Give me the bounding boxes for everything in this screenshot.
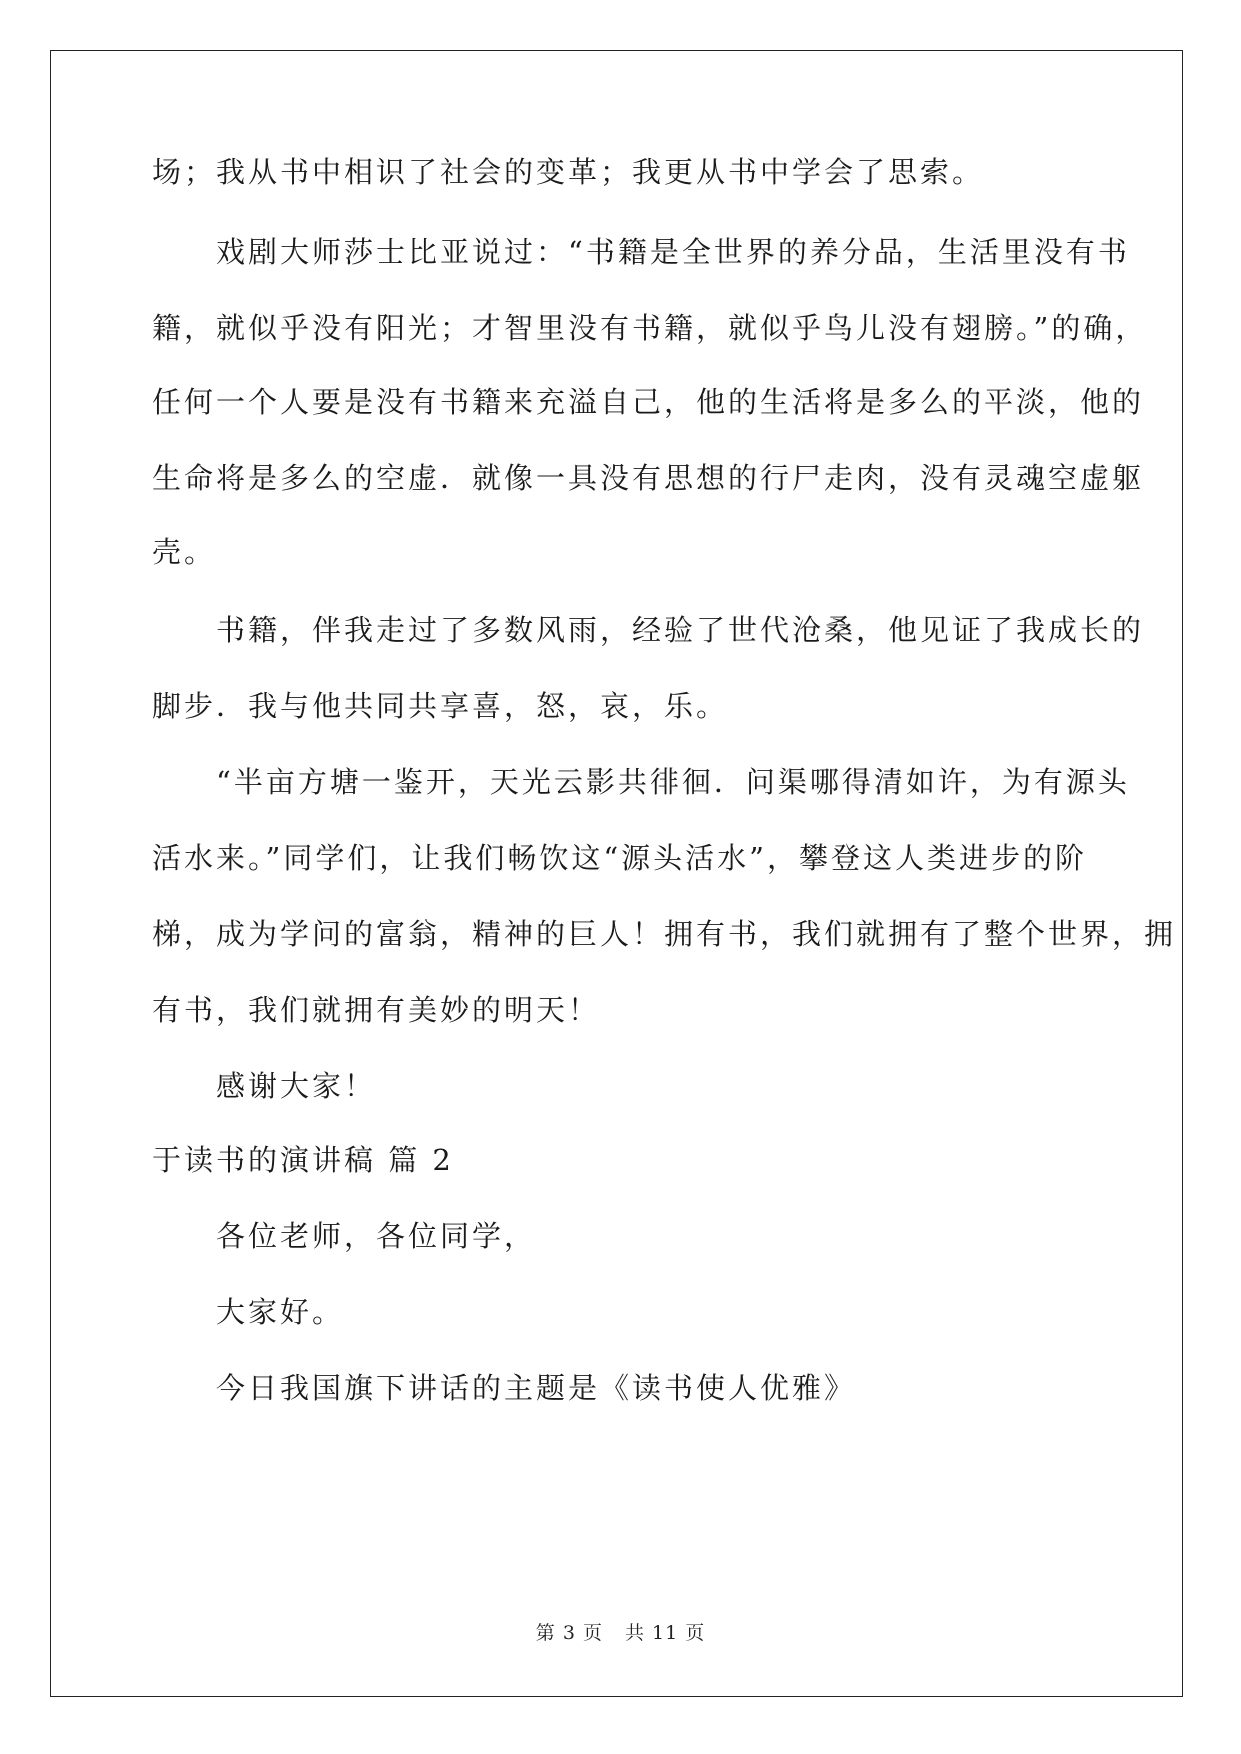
text-line: 有书，我们就拥有美妙的明天！ <box>152 993 601 1027</box>
text-line: 各位老师，各位同学， <box>216 1219 537 1253</box>
text-line: 书籍，伴我走过了多数风雨，经验了世代沧桑，他见证了我成长的 <box>216 613 1145 647</box>
text-line: 籍，就似乎没有阳光；才智里没有书籍，就似乎鸟儿没有翅膀。”的确， <box>152 311 1148 345</box>
text-line: “半亩方塘一鉴开，天光云影共徘徊．问渠哪得清如许，为有源头 <box>216 765 1130 799</box>
text-line: 戏剧大师莎士比亚说过：“书籍是全世界的养分品，生活里没有书 <box>216 235 1130 269</box>
text-line: 活水来。”同学们，让我们畅饮这“源头活水”，攀登这人类进步的阶 <box>152 841 1087 875</box>
text-line: 大家好。 <box>216 1295 345 1329</box>
page-footer <box>0 1618 1241 1645</box>
text-line: 任何一个人要是没有书籍来充溢自己，他的生活将是多么的平淡，他的 <box>152 385 1145 419</box>
text-line: 场；我从书中相识了社会的变革；我更从书中学会了思索。 <box>152 155 985 189</box>
text-line: 生命将是多么的空虚．就像一具没有思想的行尸走肉，没有灵魂空虚躯 <box>152 461 1145 495</box>
text-line: 脚步．我与他共同共享喜，怒，哀，乐。 <box>152 689 729 723</box>
text-line: 今日我国旗下讲话的主题是《读书使人优雅》 <box>216 1371 857 1405</box>
text-line: 梯，成为学问的富翁，精神的巨人！拥有书，我们就拥有了整个世界，拥 <box>152 917 1177 951</box>
text-line: 壳。 <box>152 535 217 569</box>
page-number: 第 3 页 <box>535 1622 603 1644</box>
page-total: 共 11 页 <box>624 1622 706 1644</box>
text-line: 感谢大家！ <box>216 1069 377 1103</box>
section-heading: 于读书的演讲稿 篇 2 <box>152 1143 454 1177</box>
